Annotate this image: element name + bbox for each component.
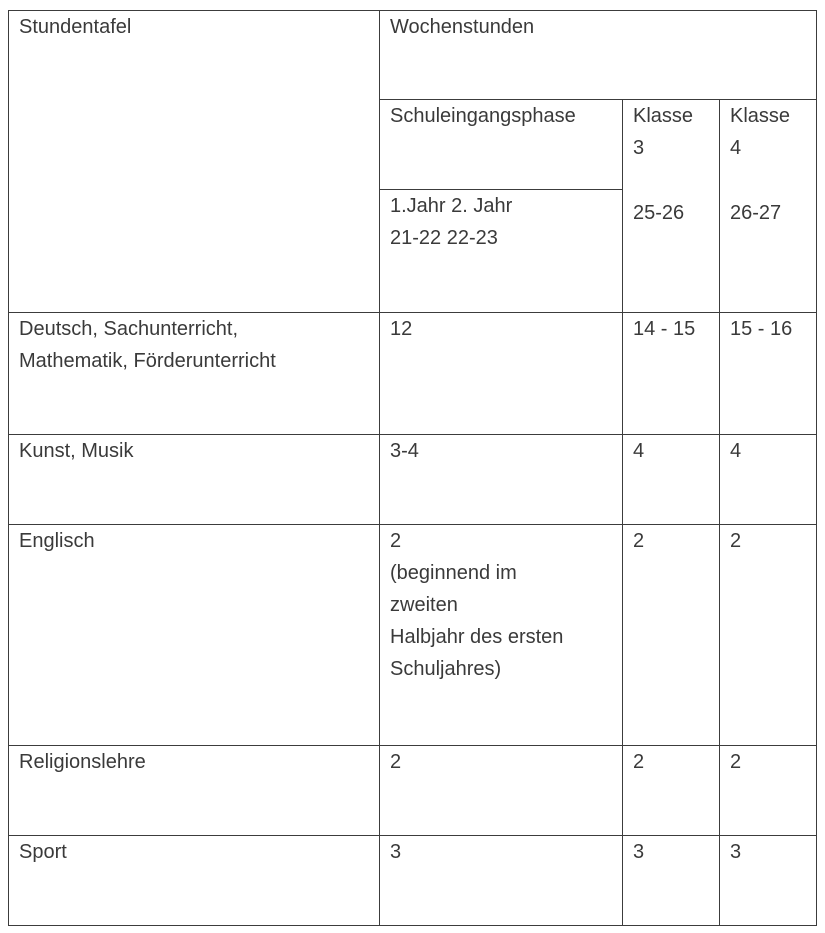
klasse4-value-cell (720, 435, 817, 525)
klasse3-value-cell (623, 435, 720, 525)
phase-value-cell (380, 435, 623, 525)
subject-cell (9, 525, 380, 746)
phase-value: 12 (390, 318, 413, 340)
table-row (9, 313, 817, 435)
klasse4-value-cell (720, 525, 817, 746)
phase-years-cell (380, 190, 623, 313)
subject-label: Sport (19, 841, 67, 863)
klasse4-value-cell (720, 836, 817, 926)
subject-cell (9, 313, 380, 435)
klasse4-value: 2 (730, 530, 742, 552)
phase-value: 2 (390, 751, 402, 773)
klasse3-value: 14 - 15 (633, 318, 696, 340)
phase-value: 2 (beginnend im zweiten Halbjahr des ersten Schuljahres) (390, 530, 564, 680)
stundentafel-table (8, 10, 817, 926)
klasse4-value-cell (720, 313, 817, 435)
subject-label: Religionslehre (19, 751, 146, 773)
klasse3-header-cell (623, 100, 720, 313)
subject-cell (9, 836, 380, 926)
subject-cell (9, 435, 380, 525)
klasse4-value: 4 (730, 440, 742, 462)
klasse3-value: 3 (633, 841, 645, 863)
klasse3-value-cell (623, 525, 720, 746)
klasse4-range: 26-27 (730, 202, 782, 224)
header-row-1 (9, 11, 817, 100)
subject-label: Englisch (19, 530, 95, 552)
klasse3-header-label: Klasse 3 (633, 105, 694, 159)
group-header-cell (380, 11, 817, 100)
table-row (9, 435, 817, 525)
subject-label: Deutsch, Sachunterricht, Mathematik, Förderunterricht (19, 318, 276, 372)
phase-value: 3 (390, 841, 402, 863)
phase-header-label: Schuleingangsphase (390, 105, 576, 127)
klasse3-value-cell (623, 746, 720, 836)
klasse3-value-cell (623, 836, 720, 926)
phase-value-cell (380, 313, 623, 435)
subject-cell (9, 746, 380, 836)
klasse4-header-label: Klasse 4 (730, 105, 791, 159)
phase-years-label: 1.Jahr 2. Jahr 21-22 22-23 (390, 195, 513, 249)
klasse4-value: 2 (730, 751, 742, 773)
klasse4-value: 15 - 16 (730, 318, 793, 340)
phase-value-cell (380, 746, 623, 836)
phase-header-cell (380, 100, 623, 190)
klasse3-value: 4 (633, 440, 645, 462)
klasse4-value: 3 (730, 841, 742, 863)
phase-value: 3-4 (390, 440, 419, 462)
klasse3-value: 2 (633, 751, 645, 773)
klasse3-range: 25-26 (633, 202, 685, 224)
subject-label: Kunst, Musik (19, 440, 134, 462)
klasse3-value-cell (623, 313, 720, 435)
group-header-label: Wochenstunden (390, 16, 535, 38)
phase-value-cell (380, 525, 623, 746)
table-row (9, 525, 817, 746)
table-row (9, 746, 817, 836)
klasse4-header-cell (720, 100, 817, 313)
corner-header-cell (9, 11, 380, 313)
klasse3-value: 2 (633, 530, 645, 552)
phase-value-cell (380, 836, 623, 926)
table-row (9, 836, 817, 926)
corner-label: Stundentafel (19, 16, 132, 38)
klasse4-value-cell (720, 746, 817, 836)
